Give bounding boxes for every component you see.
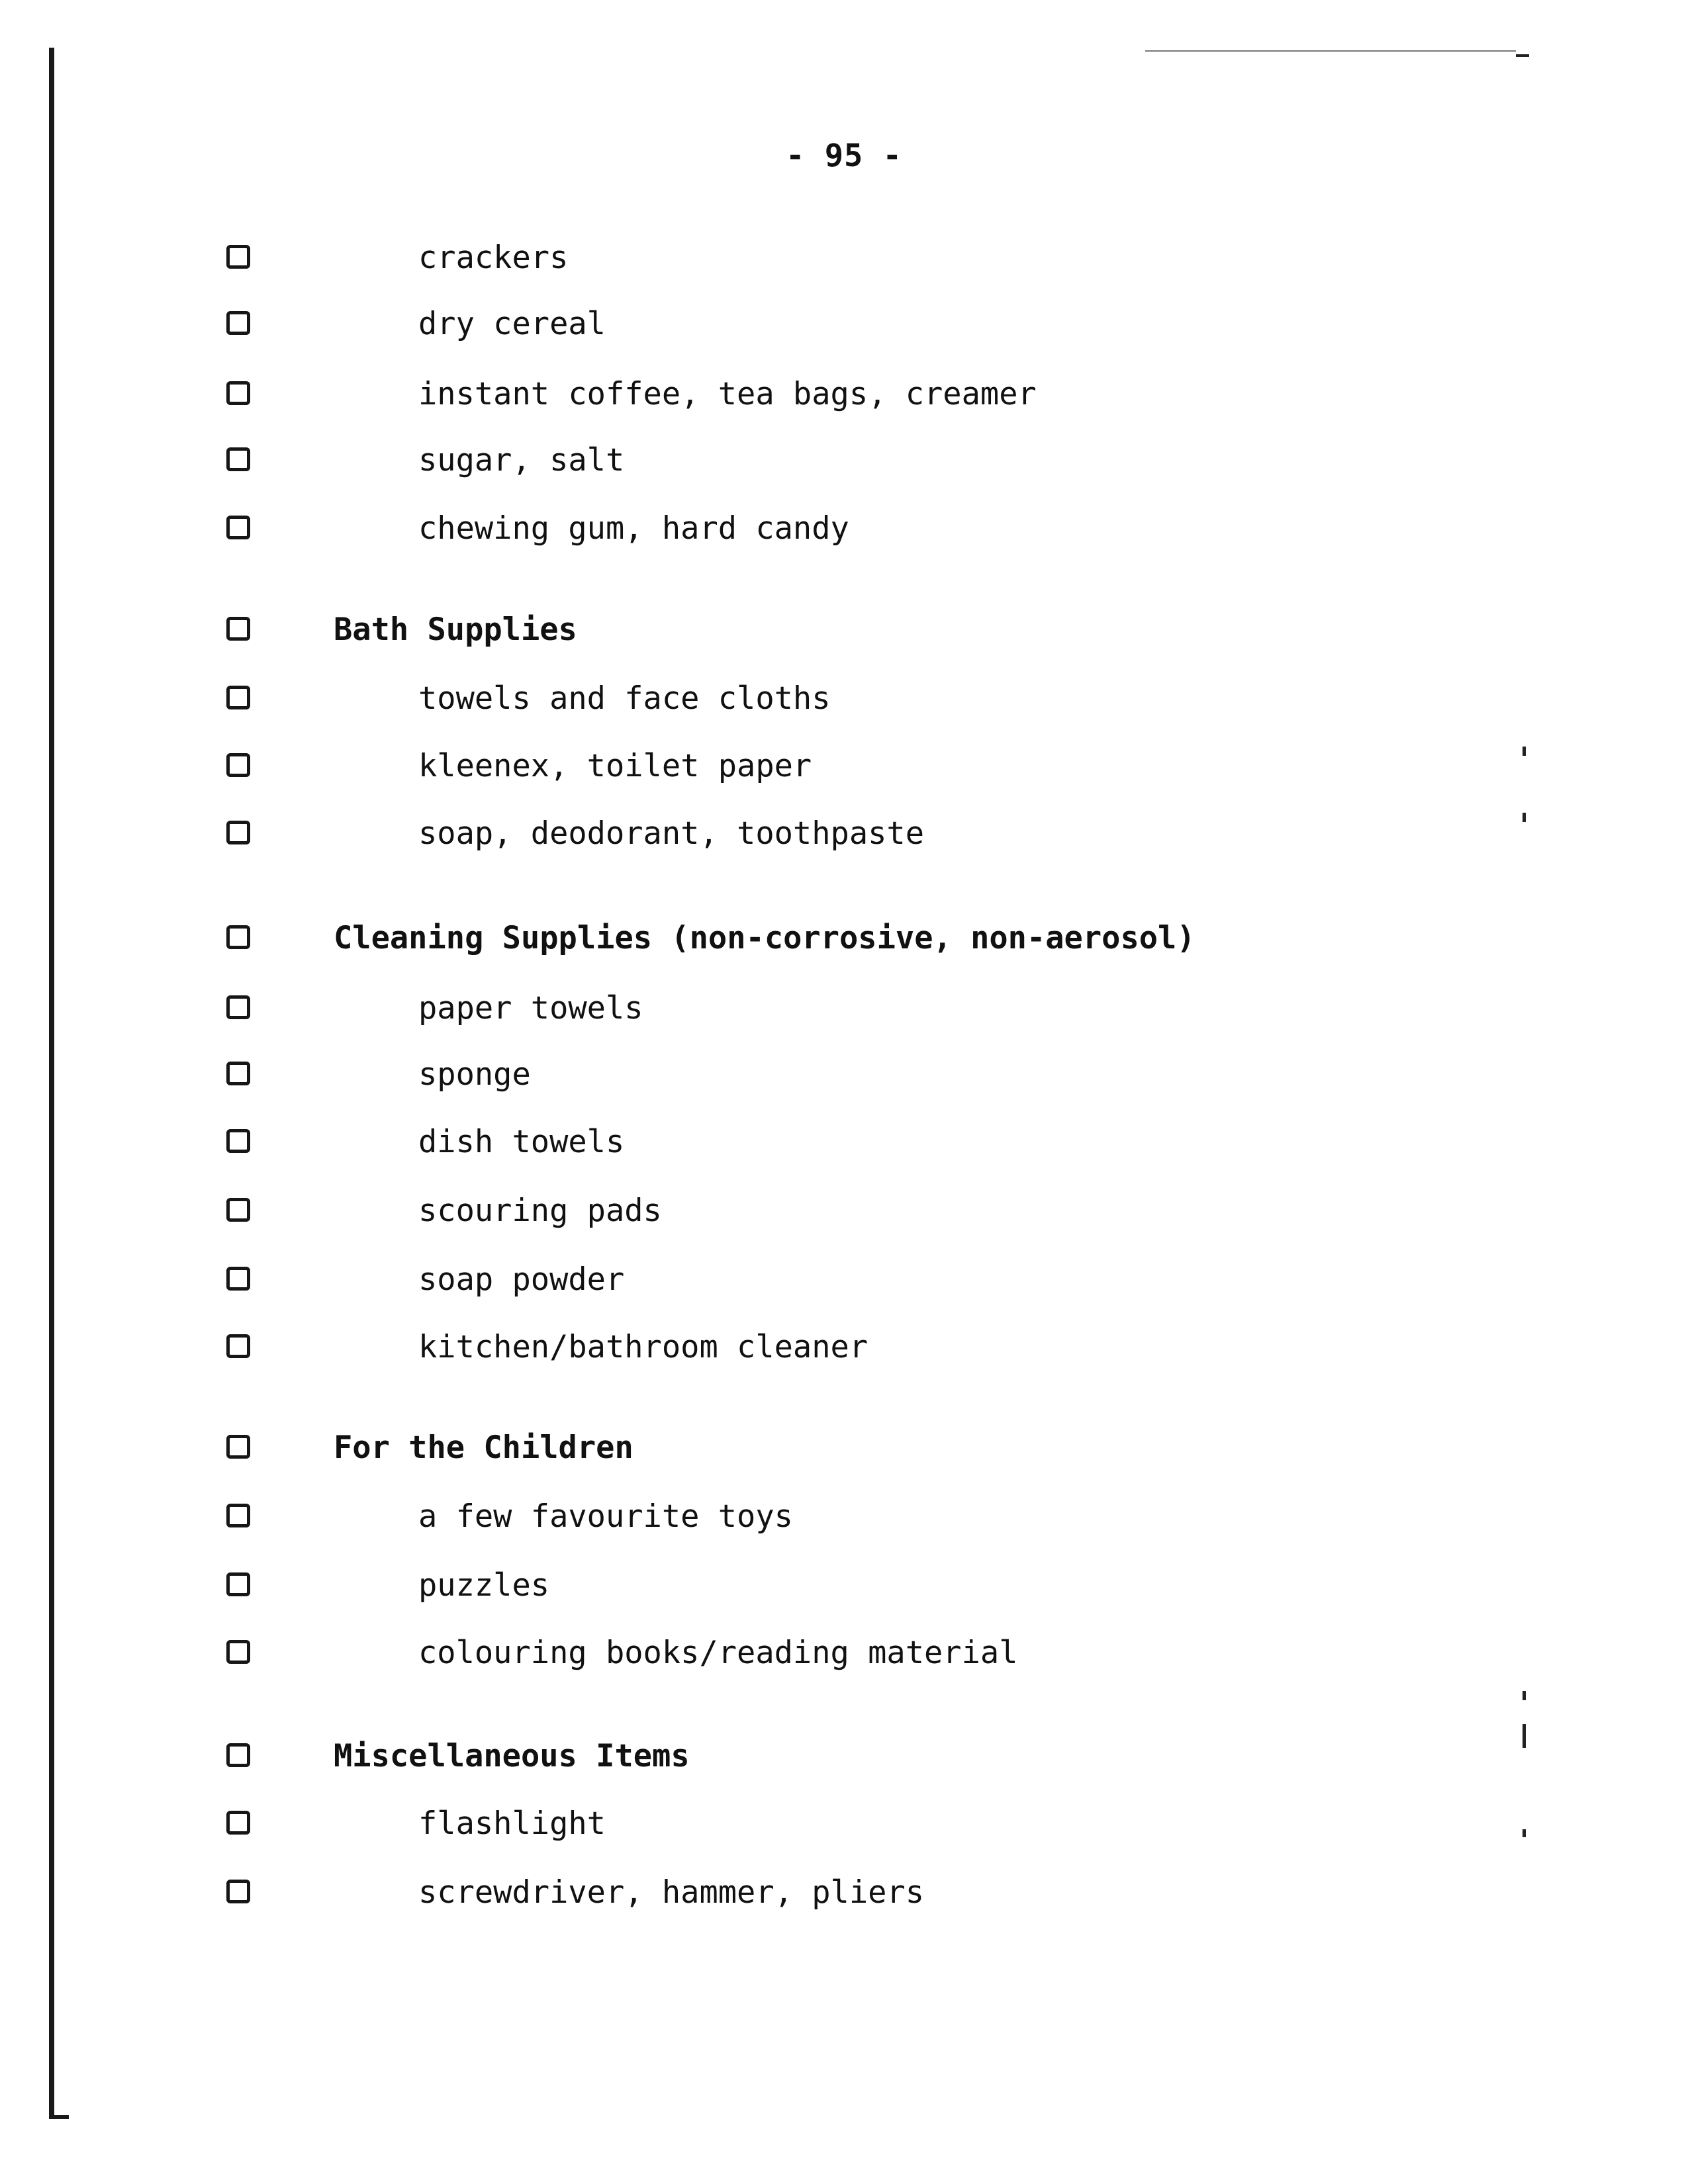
checkbox[interactable] <box>226 1880 250 1903</box>
checkbox[interactable] <box>226 686 250 709</box>
checkbox[interactable] <box>226 753 250 777</box>
section-heading: Cleaning Supplies (non-corrosive, non-aerosol) <box>334 920 1196 956</box>
top-dash <box>1516 54 1529 57</box>
item-label: puzzles <box>418 1567 550 1604</box>
margin-mark <box>1523 1829 1526 1837</box>
item-label: soap, deodorant, toothpaste <box>418 815 925 852</box>
item-label: chewing gum, hard candy <box>418 510 849 547</box>
checkbox[interactable] <box>226 1334 250 1358</box>
item-label: towels and face cloths <box>418 680 831 717</box>
item-label: dry cereal <box>418 306 606 342</box>
page-binding-edge <box>49 48 54 2118</box>
checkbox[interactable] <box>226 516 250 539</box>
item-label: flashlight <box>418 1805 606 1842</box>
checkbox[interactable] <box>226 925 250 949</box>
checkbox[interactable] <box>226 1062 250 1085</box>
section-heading: Miscellaneous Items <box>334 1738 690 1774</box>
checkbox[interactable] <box>226 447 250 471</box>
item-label: soap powder <box>418 1261 625 1298</box>
section-heading: Bath Supplies <box>334 612 577 648</box>
top-rule <box>1145 50 1516 52</box>
margin-mark <box>1523 1691 1526 1700</box>
item-label: dish towels <box>418 1124 625 1160</box>
checkbox[interactable] <box>226 1640 250 1664</box>
checkbox[interactable] <box>226 311 250 335</box>
item-label: sugar, salt <box>418 442 625 478</box>
page-binding-edge-foot <box>49 2115 69 2119</box>
checkbox[interactable] <box>226 821 250 844</box>
checkbox[interactable] <box>226 1811 250 1835</box>
item-label: screwdriver, hammer, pliers <box>418 1874 925 1911</box>
page-number: - 95 - <box>786 138 902 174</box>
item-label: sponge <box>418 1056 531 1093</box>
checkbox[interactable] <box>226 245 250 269</box>
item-label: kitchen/bathroom cleaner <box>418 1329 868 1365</box>
margin-mark <box>1523 1724 1526 1748</box>
checkbox[interactable] <box>226 1267 250 1291</box>
section-heading: For the Children <box>334 1430 633 1466</box>
margin-mark <box>1523 813 1526 822</box>
checkbox[interactable] <box>226 1743 250 1767</box>
checkbox[interactable] <box>226 995 250 1019</box>
item-label: colouring books/reading material <box>418 1635 1018 1671</box>
item-label: kleenex, toilet paper <box>418 748 812 784</box>
checkbox[interactable] <box>226 617 250 641</box>
item-label: a few favourite toys <box>418 1498 793 1535</box>
checkbox[interactable] <box>226 1572 250 1596</box>
item-label: instant coffee, tea bags, creamer <box>418 376 1037 412</box>
checkbox[interactable] <box>226 1129 250 1153</box>
item-label: paper towels <box>418 990 643 1026</box>
checkbox[interactable] <box>226 381 250 405</box>
margin-mark <box>1523 747 1526 756</box>
item-label: scouring pads <box>418 1193 662 1229</box>
checkbox[interactable] <box>226 1198 250 1222</box>
checkbox[interactable] <box>226 1435 250 1459</box>
item-label: crackers <box>418 240 569 276</box>
checkbox[interactable] <box>226 1504 250 1527</box>
